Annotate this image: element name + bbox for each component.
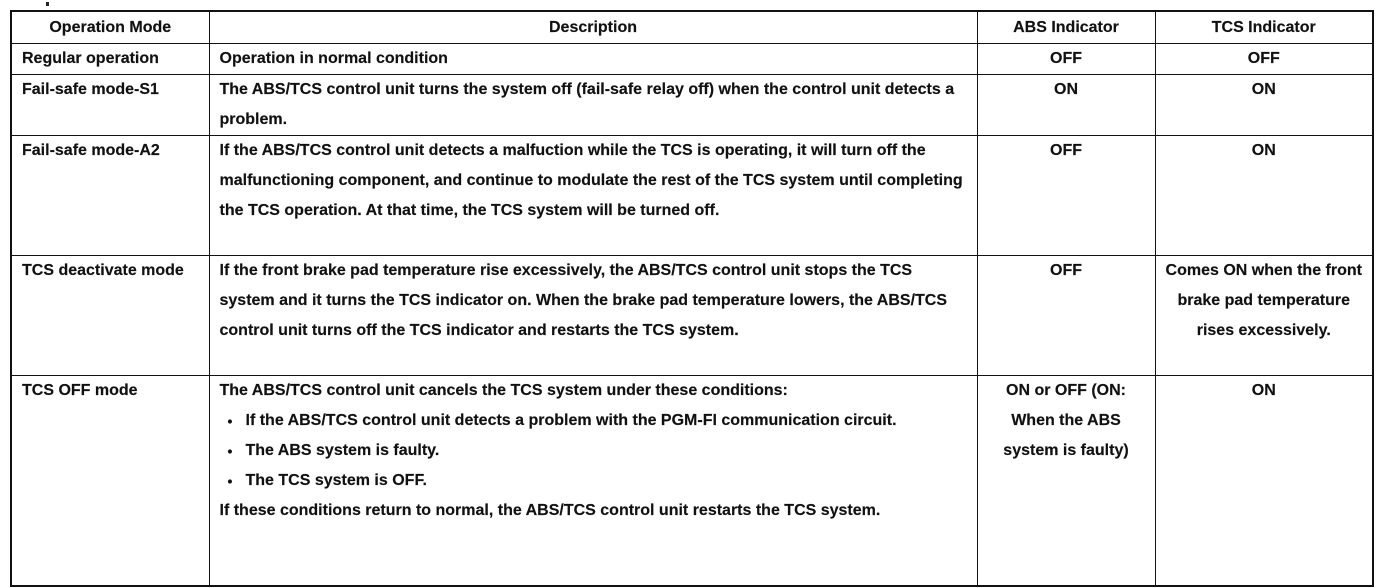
description-cell: If the ABS/TCS control unit detects a malfuction while the TCS is operating, it will turn off the malfunctioning component, and continue to modulate the rest of the TCS system until completing the TCS operation. At that time, the TCS system will be turned off.	[209, 136, 977, 256]
header-description: Description	[209, 11, 977, 44]
mode-cell: Fail-safe mode-A2	[11, 136, 209, 256]
tcs-indicator-cell: ON	[1155, 136, 1373, 256]
header-operation-mode: Operation Mode	[11, 11, 209, 44]
bullet-icon: •	[227, 443, 233, 459]
tcs-indicator-cell: Comes ON when the front brake pad temperature rises excessively.	[1155, 256, 1373, 376]
mode-cell: Fail-safe mode-S1	[11, 75, 209, 136]
description-cell: Operation in normal condition	[209, 44, 977, 75]
description-outro: If these conditions return to normal, the ABS/TCS control unit restarts the TCS system.	[219, 502, 881, 519]
list-item	[220, 436, 969, 466]
description-cell	[209, 376, 977, 586]
operation-mode-table	[10, 10, 1374, 587]
tcs-indicator-cell: OFF	[1155, 44, 1373, 75]
list-item-text: The TCS system is OFF.	[245, 472, 427, 489]
list-item-text: If the ABS/TCS control unit detects a problem with the PGM-FI communication circuit.	[245, 412, 897, 429]
description-cell: The ABS/TCS control unit turns the system off (fail-safe relay off) when the control unit detects a problem.	[209, 75, 977, 136]
mode-cell: TCS deactivate mode	[11, 256, 209, 376]
condition-list	[220, 406, 969, 496]
header-abs-indicator: ABS Indicator	[977, 11, 1155, 44]
bullet-icon: •	[227, 473, 233, 489]
tcs-indicator-cell: ON	[1155, 75, 1373, 136]
table-row	[11, 136, 1373, 256]
table-row	[11, 376, 1373, 586]
header-row	[11, 11, 1373, 44]
abs-indicator-cell: OFF	[977, 136, 1155, 256]
mode-cell: Regular operation	[11, 44, 209, 75]
scan-mark	[46, 2, 49, 6]
table-row	[11, 75, 1373, 136]
table-row	[11, 256, 1373, 376]
abs-indicator-cell: ON	[977, 75, 1155, 136]
list-item	[220, 406, 969, 436]
list-item	[220, 466, 969, 496]
description-intro: The ABS/TCS control unit cancels the TCS system under these conditions:	[219, 382, 788, 399]
abs-indicator-cell: OFF	[977, 256, 1155, 376]
bullet-icon: •	[227, 413, 233, 429]
description-cell: If the front brake pad temperature rise excessively, the ABS/TCS control unit stops the TCS system and it turns the TCS indicator on. When the brake pad temperature lowers, the ABS/TCS control unit turns off the TCS indicator and restarts the TCS system.	[209, 256, 977, 376]
table-row	[11, 44, 1373, 75]
abs-indicator-cell: ON or OFF (ON: When the ABS system is faulty)	[977, 376, 1155, 586]
abs-indicator-cell: OFF	[977, 44, 1155, 75]
tcs-indicator-cell: ON	[1155, 376, 1373, 586]
list-item-text: The ABS system is faulty.	[245, 442, 440, 459]
header-tcs-indicator: TCS Indicator	[1155, 11, 1373, 44]
mode-cell: TCS OFF mode	[11, 376, 209, 586]
